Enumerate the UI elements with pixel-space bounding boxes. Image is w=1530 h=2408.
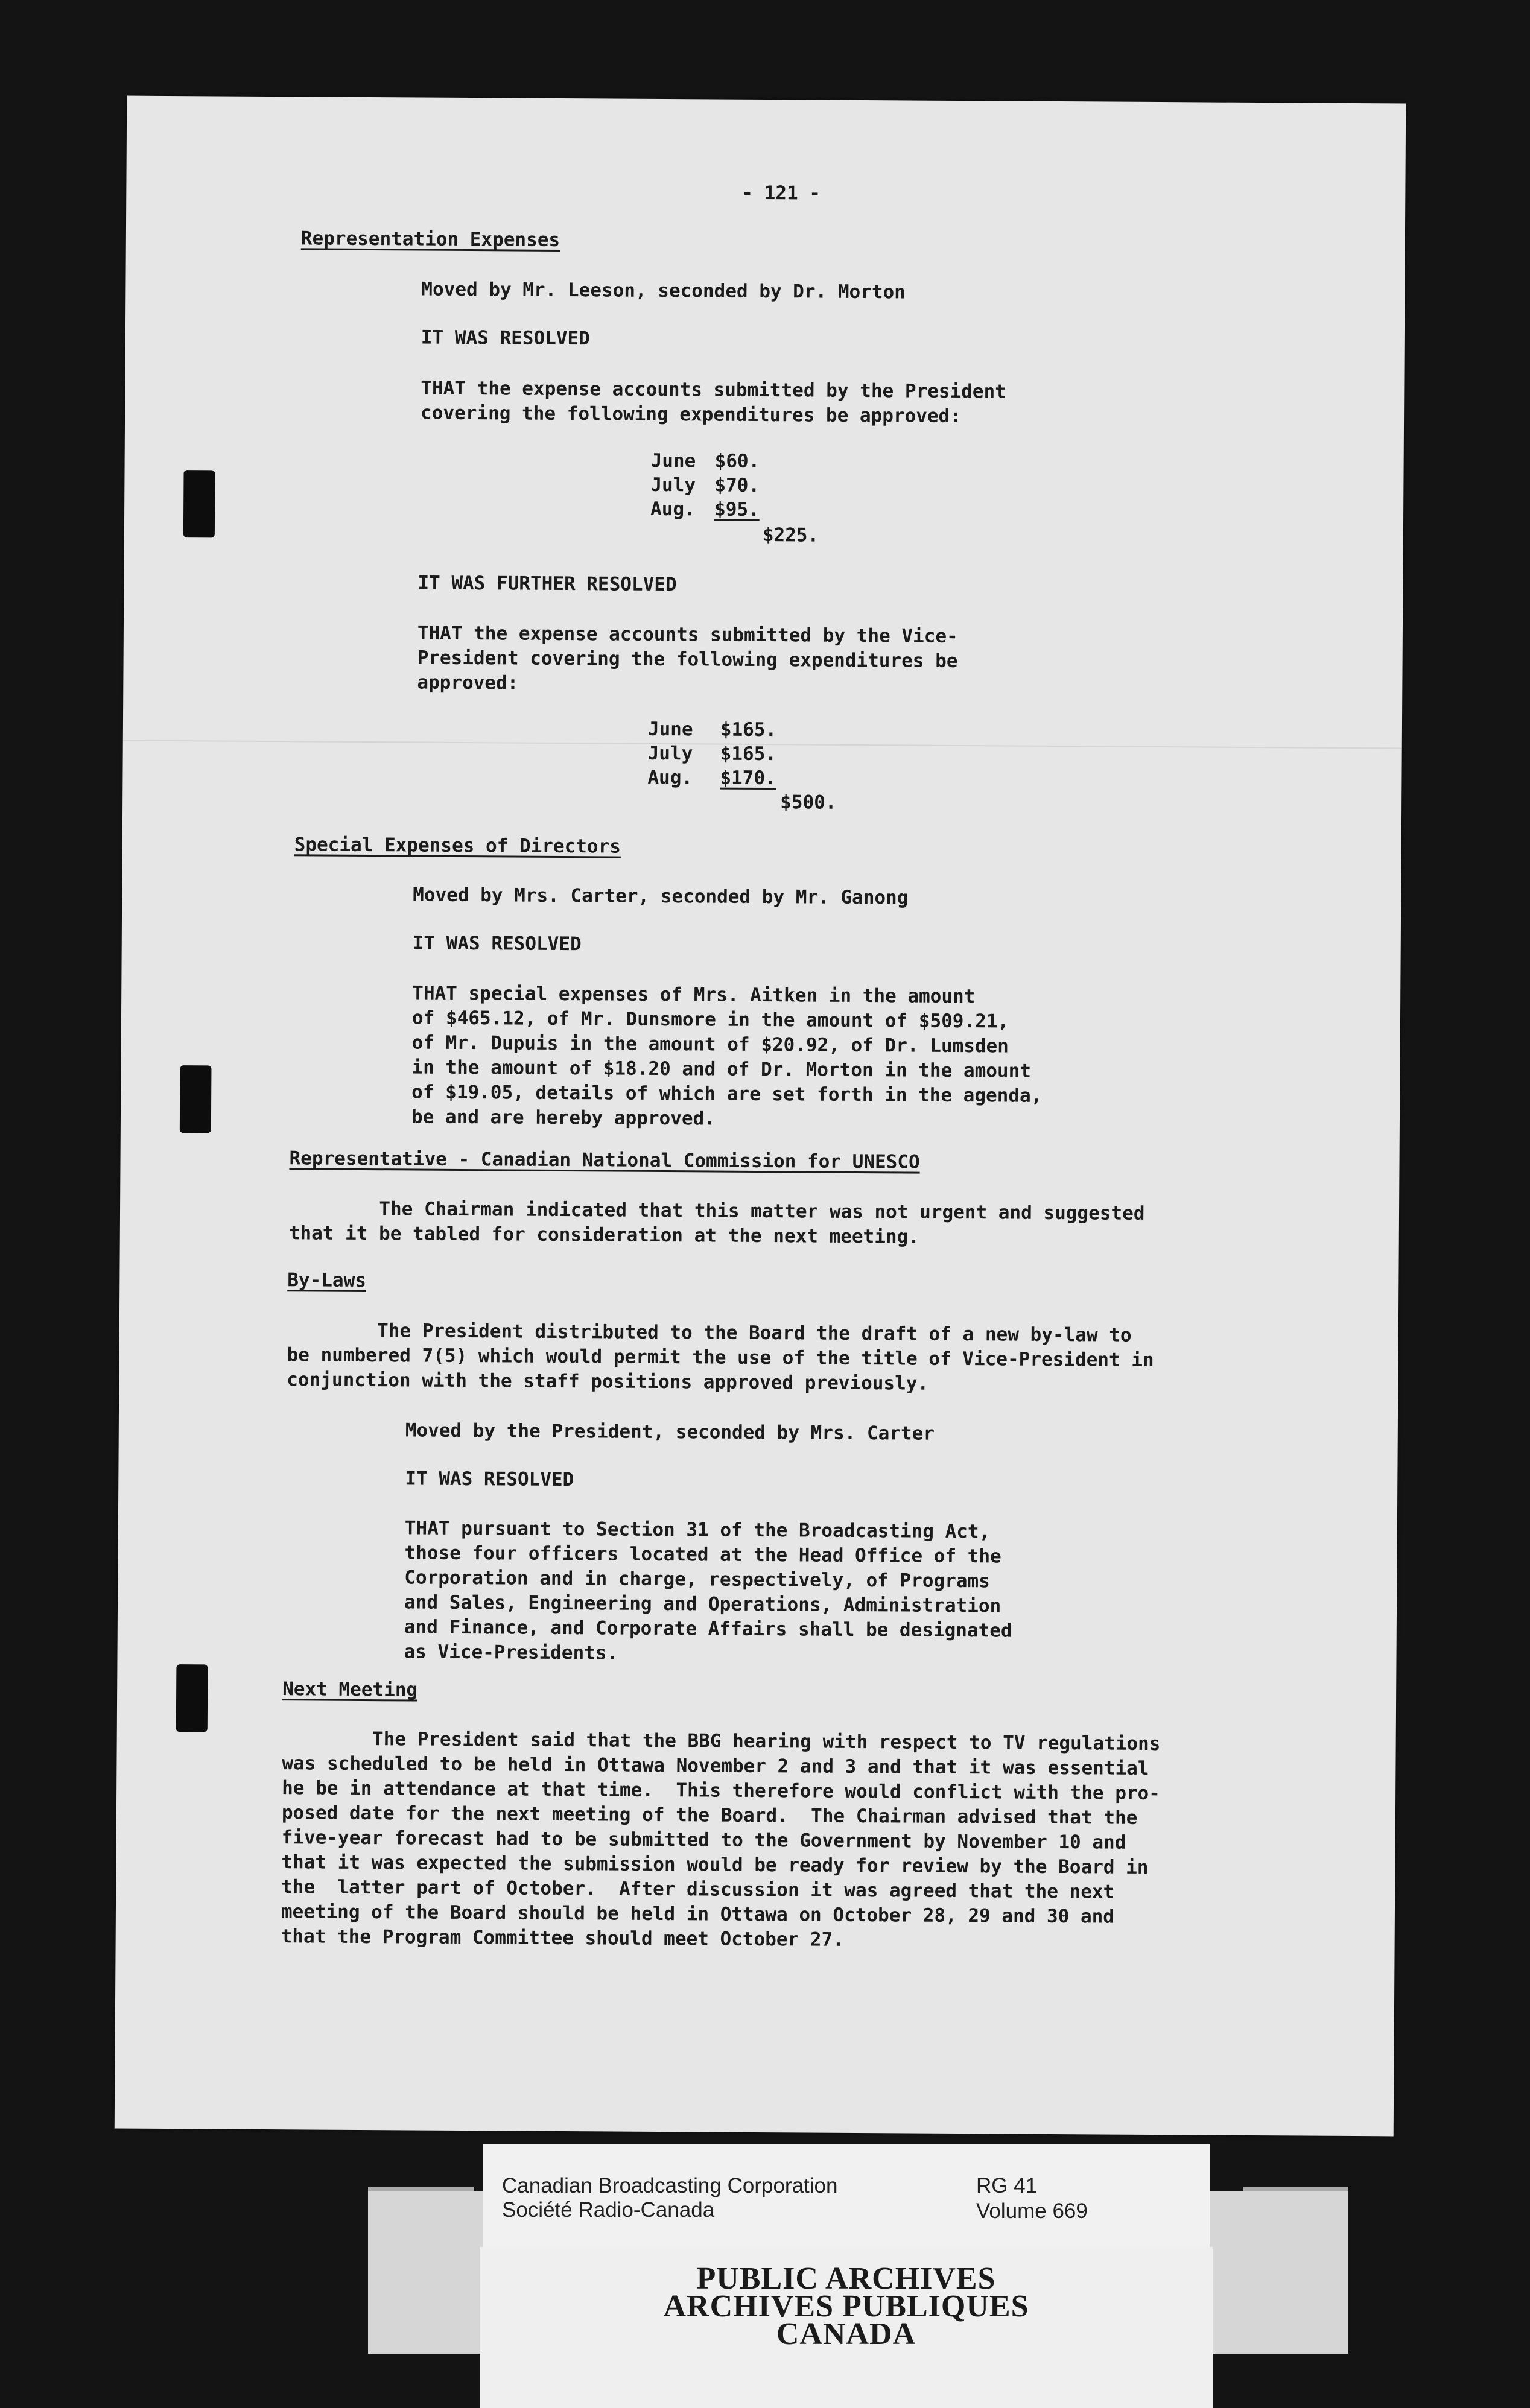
expense-amount: $60. xyxy=(714,450,760,472)
expense-total: $225. xyxy=(762,524,819,547)
heading-by-laws: By-Laws xyxy=(287,1269,367,1292)
expense-amount: $95. xyxy=(714,498,760,521)
paragraph-next-meeting: The President said that the BBG hearing with respect to TV regulations was scheduled to be held in Ottawa November 2 and 3 and that it was essential he be in attendance at that time. This therefore would conflict with the pro- posed date for the next meeting of the Board. The Chairman advised that the five-year forecast had to be submitted to the Government by November 10 and that it was expected the submission would be ready for review by the Board in the latter part of October. After discussion it was agreed that the next meeting of the Board should be held in Ottawa on October 28, 29 and 30 and that the Program Committee should meet October 27. xyxy=(281,1728,1161,1951)
archive-volume: Volume 669 xyxy=(976,2199,1088,2223)
expense-amount: $165. xyxy=(720,718,777,741)
stamp-line-canada: CANADA xyxy=(776,2317,916,2351)
page-number: - 121 - xyxy=(741,182,821,204)
month-label: Aug. xyxy=(650,498,696,521)
expense-amount: $70. xyxy=(714,474,760,496)
further-resolved: IT WAS FURTHER RESOLVED xyxy=(417,572,677,596)
month-label: June xyxy=(647,718,693,741)
heading-representation-expenses: Representation Expenses xyxy=(300,227,560,251)
motion-by-laws: Moved by the President, seconded by Mrs. Carter xyxy=(405,1419,935,1445)
stamp-line-archives-publiques: ARCHIVES PUBLIQUES xyxy=(663,2289,1029,2324)
month-label: June xyxy=(650,449,696,472)
motion-representation: Moved by Mr. Leeson, seconded by Dr. Morton xyxy=(421,278,906,303)
heading-unesco: Representative - Canadian National Commission for UNESCO xyxy=(289,1147,920,1173)
archive-record-group: RG 41 xyxy=(976,2174,1038,2197)
resolved-special: IT WAS RESOLVED xyxy=(412,932,582,955)
heading-special-expenses: Special Expenses of Directors xyxy=(294,834,621,858)
resolved-representation: IT WAS RESOLVED xyxy=(421,326,590,350)
stamp-line-public-archives: PUBLIC ARCHIVES xyxy=(696,2261,996,2296)
binder-hole-middle xyxy=(180,1065,212,1133)
resolution-special-expenses: THAT special expenses of Mrs. Aitken in the amount of $465.12, of Mr. Dunsmore in the amount of $509.21, of Mr. Dupuis in the amount of $20.92, of Dr. Lumsden in the amount of $18.20 and of Dr. Morton in the amount of $19.05, details of which are set forth in the agenda, be and are hereby approved. xyxy=(411,982,1043,1130)
document-page xyxy=(115,96,1406,2137)
expense-amount: $165. xyxy=(720,743,777,765)
paragraph-by-laws: The President distributed to the Board the draft of a new by-law to be numbered 7(5) which would permit the use of the title of Vice-President in conjunction with the staff positions approved previously. xyxy=(287,1319,1154,1395)
heading-next-meeting: Next Meeting xyxy=(282,1678,418,1701)
expense-amount: $170. xyxy=(720,767,776,790)
month-label: Aug. xyxy=(647,766,693,789)
paragraph-unesco: The Chairman indicated that this matter was not urgent and suggested that it be tabled for consideration at the next meeting. xyxy=(288,1197,1145,1248)
archive-org-english: Canadian Broadcasting Corporation xyxy=(502,2174,838,2197)
binder-hole-top xyxy=(183,470,215,537)
archive-label xyxy=(483,2144,1210,2259)
binder-hole-bottom xyxy=(176,1664,208,1732)
archives-stamp xyxy=(483,2261,1210,2351)
archive-org-french: Société Radio-Canada xyxy=(502,2198,715,2222)
expense-total: $500. xyxy=(780,791,837,814)
resolution-vice-president-expenses: THAT the expense accounts submitted by the Vice- President covering the following expenditures be approved: xyxy=(417,622,958,694)
resolution-president-expenses: THAT the expense accounts submitted by the President covering the following expenditures be approved: xyxy=(420,377,1006,428)
month-label: July xyxy=(647,742,693,765)
month-label: July xyxy=(650,474,696,496)
resolved-by-laws: IT WAS RESOLVED xyxy=(405,1468,574,1491)
motion-special: Moved by Mrs. Carter, seconded by Mr. Ganong xyxy=(413,884,909,909)
resolution-vice-presidents: THAT pursuant to Section 31 of the Broadcasting Act, those four officers located at the Head Office of the Corporation and in charge, respectively, of Programs and Sales, Engineering and Operations, Administration and Finance, and Corporate Affairs shall be designated as Vice-Presidents. xyxy=(404,1517,1012,1664)
